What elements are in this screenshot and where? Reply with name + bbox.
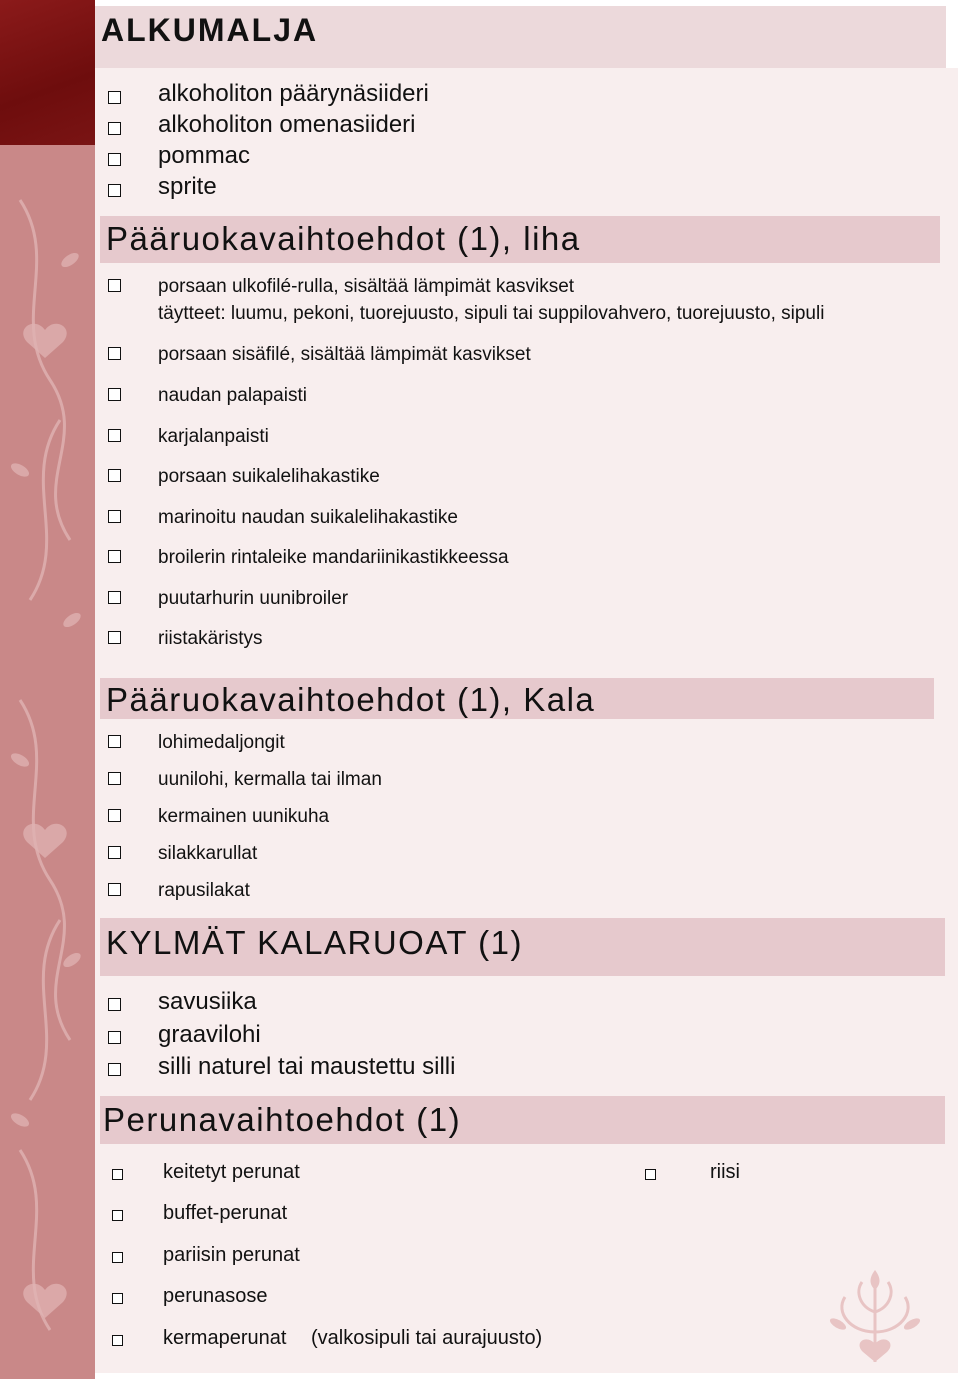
checkbox[interactable] [108,772,121,785]
list-item: pommac [158,142,251,169]
list-item: lohimedaljongit [158,732,285,753]
list-item: uunilohi, kermalla tai ilman [158,769,382,790]
section-title-kala: Pääruokavaihtoehdot (1), Kala [106,681,596,718]
checkbox[interactable] [108,153,121,166]
checkbox[interactable] [108,998,121,1011]
checkbox[interactable] [108,809,121,822]
checkbox[interactable] [108,735,121,748]
list-item: keitetyt perunat [163,1161,300,1183]
checkbox[interactable] [112,1293,123,1304]
decorative-side-strip [0,0,95,1379]
checkbox[interactable] [108,1063,121,1076]
list-item: marinoitu naudan suikalelihakastike [158,507,458,528]
section-title-kylmat: KYLMÄT KALARUOAT (1) [106,924,523,961]
list-item: naudan palapaisti [158,385,307,406]
list-item: porsaan sisäfilé, sisältää lämpimät kasvikset [158,344,531,365]
list-item: silli naturel tai maustettu silli [158,1053,456,1080]
page-title: ALKUMALJA [101,12,319,48]
section-title-liha: Pääruokavaihtoehdot (1), liha [106,220,581,257]
list-item: alkoholiton päärynäsiideri [158,80,429,107]
list-item: alkoholiton omenasiideri [158,111,416,138]
list-item: kermainen uunikuha [158,806,330,827]
checkbox[interactable] [108,550,121,563]
checkbox[interactable] [108,184,121,197]
list-item: graavilohi [158,1021,261,1048]
checkbox[interactable] [108,388,121,401]
checkbox[interactable] [108,883,121,896]
list-item: perunasose [163,1285,268,1307]
floral-pattern-icon [0,0,95,1379]
list-item: buffet-perunat [163,1202,288,1224]
list-item: pariisin perunat [163,1244,300,1266]
list-item: broilerin rintaleike mandariinikastikkeessa [158,547,509,568]
checkbox[interactable] [112,1335,123,1346]
list-item: porsaan ulkofilé-rulla, sisältää lämpimät kasvikset [158,276,575,297]
checkbox[interactable] [108,510,121,523]
list-item: sprite [158,173,217,200]
checkbox[interactable] [108,122,121,135]
section-title-peruna: Perunavaihtoehdot (1) [103,1101,462,1138]
checkbox[interactable] [108,469,121,482]
checkbox[interactable] [645,1169,656,1180]
list-item: riistakäristys [158,628,263,649]
list-item-detail: täytteet: luumu, pekoni, tuorejuusto, sipuli tai suppilovahvero, tuorejuusto, sipuli [158,303,825,324]
list-item: karjalanpaisti [158,426,269,447]
list-item: rapusilakat [158,880,250,901]
checkbox[interactable] [108,631,121,644]
list-item: silakkarullat [158,843,258,864]
list-item: savusiika [158,988,257,1015]
checkbox[interactable] [108,591,121,604]
list-item: porsaan suikalelihakastike [158,466,380,487]
checkbox[interactable] [112,1252,123,1263]
list-item: puutarhurin uunibroiler [158,588,349,609]
checkbox[interactable] [112,1210,123,1221]
checkbox[interactable] [108,1031,121,1044]
checkbox[interactable] [108,279,121,292]
checkbox[interactable] [112,1169,123,1180]
checkbox[interactable] [108,91,121,104]
list-item: riisi [710,1161,740,1183]
flourish-ornament-icon [820,1262,930,1366]
checkbox[interactable] [108,846,121,859]
checkbox[interactable] [108,429,121,442]
list-item: kermaperunat [163,1327,287,1349]
list-item-note: (valkosipuli tai aurajuusto) [311,1327,543,1349]
checkbox[interactable] [108,347,121,360]
